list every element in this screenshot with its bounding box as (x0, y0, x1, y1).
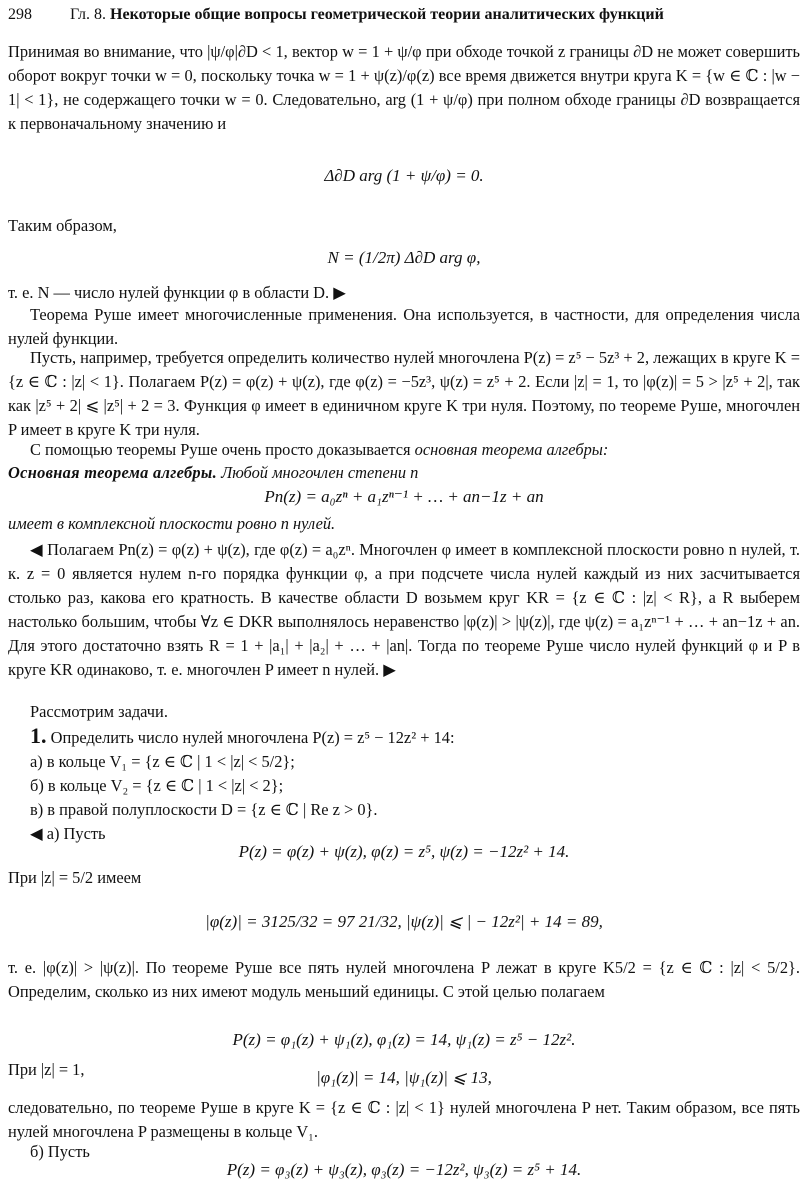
equation-3: Pn(z) = a₀zⁿ + a₁zⁿ⁻¹ + … + an−1z + an (264, 487, 544, 506)
paragraph-p4: Теорема Руше имеет многочисленные применения. Она используется, в частности, для определения числа нулей функции. (8, 305, 800, 348)
equation-7: |φ₁(z)| = 14, |ψ₁(z)| ⩽ 13, (316, 1068, 492, 1087)
task-number: 1. (30, 723, 47, 748)
paragraph-p7: ◀ Полагаем Pn(z) = φ(z) + ψ(z), где φ(z) = a₀zⁿ. Многочлен φ имеет в комплексной плоскости ровно n нулей, т. к. z = 0 является нулем n-го порядка функции φ, а при подсчете числа нулей каждый из них засчитывается столько раз, какова его кратность. В качестве области D возьмем круг KR = {z ∈ ℂ : |z| < R}, а R выберем настолько большим, чтобы ∀z ∈ DKR выполнялось неравенство |φ(z)| > |ψ(z)|, где ψ(z) = a₁zⁿ⁻¹ + … + an−1z + an. Для этого достаточно взять R = 1 + |a₁| + |a₂| + … + |an|. Тогда по теореме Руше число нулей функций φ и P в круге KR одинаково, т. е. многочлен P имеет n нулей. ▶ (8, 540, 800, 679)
theorem-statement: Основная теорема алгебры. Любой многочлен степени n (8, 463, 419, 482)
chapter-label: Гл. 8. (70, 6, 107, 23)
equation-5: |φ(z)| = 3125/32 = 97 21/32, |ψ(z)| ⩽ | − 12z²| + 14 = 89, (205, 912, 603, 931)
equation-8: P(z) = φ₃(z) + ψ₃(z), φ₃(z) = −12z², ψ₃(z) = z⁵ + 14. (226, 1160, 582, 1179)
theorem-tail: имеет в комплексной плоскости ровно n нулей. (8, 514, 336, 533)
equation-6: P(z) = φ₁(z) + ψ₁(z), φ₁(z) = 14, ψ₁(z) = z⁵ − 12z². (232, 1030, 576, 1049)
paragraph-p2: Таким образом, (8, 216, 117, 235)
paragraph-p8: Рассмотрим задачи. (30, 702, 168, 721)
task-1: 1. Определить число нулей многочлена P(z) = z⁵ − 12z² + 14: а) в кольце V₁ = {z ∈ ℂ | 1 < |z| < 5/2}; б) в кольце V₂ = {z ∈ ℂ | 1 < |z| < 2}; в) в правой полуплоскости D = {z ∈ ℂ | Re z > 0}. ◀ а) Пусть (8, 724, 800, 846)
chapter-title: Некоторые общие вопросы геометрической теории аналитических функций (110, 6, 664, 23)
solution-b-label: б) Пусть (30, 1142, 90, 1161)
page-number: 298 (8, 6, 32, 23)
equation-2: N = (1/2π) Δ∂D arg φ, (327, 248, 481, 267)
paragraph-p5: Пусть, например, требуется определить количество нулей многочлена P(z) = z⁵ − 5z³ + 2, лежащих в круге K = {z ∈ ℂ : |z| < 1}. Полагаем P(z) = φ(z) + ψ(z), где φ(z) = −5z³, ψ(z) = z⁵ + 2. Если |z| = 1, то |φ(z)| = 5 > |z⁵ + 2|, так как |z⁵ + 2| ⩽ |z⁵| + 2 = 3. Функция φ имеет в единичном круге K три нуля. Поэтому, по теореме Руше, многочлен P имеет в круге K три нуля. (8, 348, 800, 439)
paragraph-p3: т. е. N — число нулей функции φ в области D. ▶ (8, 283, 346, 302)
paragraph-p6: С помощью теоремы Руше очень просто доказывается основная теорема алгебры: (30, 440, 609, 459)
paragraph-p12: следовательно, по теореме Руше в круге K = {z ∈ ℂ : |z| < 1} нулей многочлена P нет. Таким образом, все пять нулей многочлена P размещены в кольце V₁. (8, 1098, 800, 1141)
running-header (8, 6, 800, 24)
theorem-title: Основная теорема алгебры. (8, 463, 217, 482)
equation-4: P(z) = φ(z) + ψ(z), φ(z) = z⁵, ψ(z) = −12z² + 14. (238, 842, 570, 861)
paragraph-p11: При |z| = 1, (8, 1060, 85, 1079)
solution-a-label: ◀ а) Пусть (30, 824, 106, 843)
task-item-c: в) в правой полуплоскости D = {z ∈ ℂ | Re z > 0}. (30, 800, 378, 819)
equation-1: Δ∂D arg (1 + ψ/φ) = 0. (324, 166, 484, 185)
task-item-b: б) в кольце V₂ = {z ∈ ℂ | 1 < |z| < 2}; (30, 776, 284, 795)
paragraph-p10: т. е. |φ(z)| > |ψ(z)|. По теореме Руше все пять нулей многочлена P лежат в круге K5/2 = {z ∈ ℂ : |z| < 5/2}. Определим, сколько из них имеют модуль меньший единицы. С этой целью полагаем (8, 958, 800, 1001)
paragraph-p1: Принимая во внимание, что |ψ/φ|∂D < 1, вектор w = 1 + ψ/φ при обходе точкой z границы ∂D не может совершить оборот вокруг точки w = 0, поскольку точка w = 1 + ψ(z)/φ(z) все время движется внутри круга K = {w ∈ ℂ : |w − 1| < 1}, не содержащего точки w = 0. Следовательно, arg (1 + ψ/φ) при полном обходе границы ∂D возвращается к первоначальному значению и (8, 42, 800, 133)
paragraph-p9: При |z| = 5/2 имеем (8, 868, 142, 887)
task-item-a: а) в кольце V₁ = {z ∈ ℂ | 1 < |z| < 5/2}; (30, 752, 295, 771)
